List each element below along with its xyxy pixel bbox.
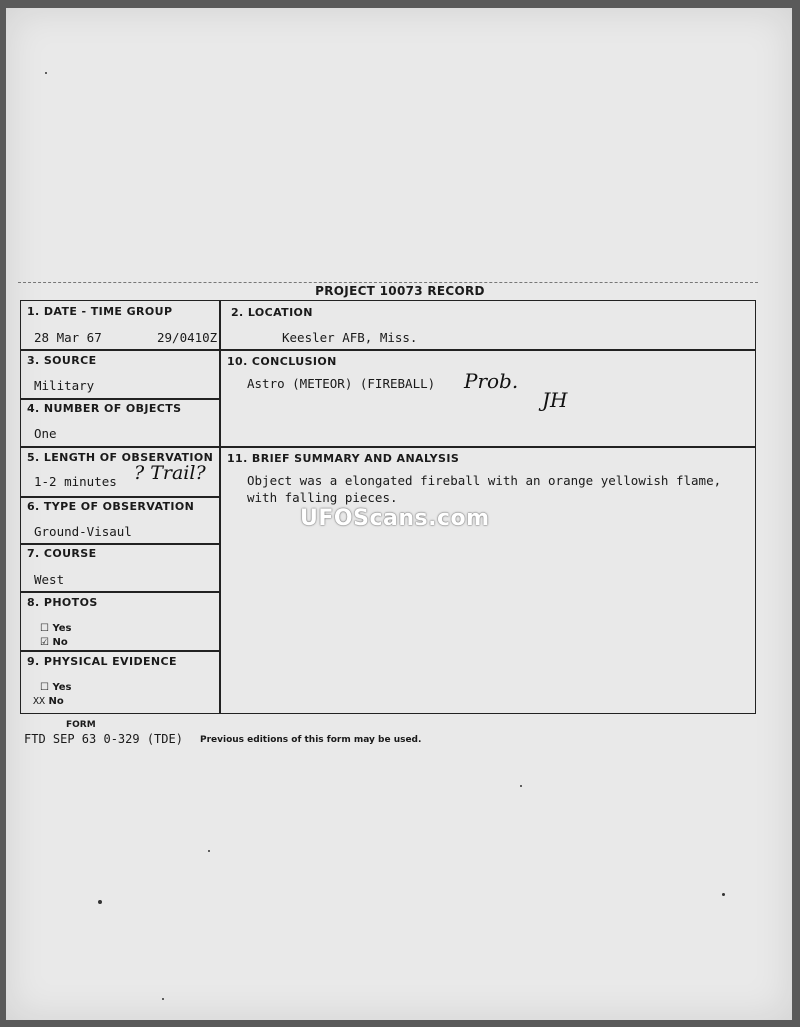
type-label: 6. TYPE OF OBSERVATION (27, 500, 195, 513)
footer-form-id: FTD SEP 63 0-329 (TDE) (24, 732, 183, 746)
course-value: West (34, 572, 65, 587)
form-top-rule (18, 282, 758, 283)
time-value: 29/0410Z (157, 330, 218, 345)
course-label: 7. COURSE (27, 547, 97, 560)
physical-no-text: No (48, 696, 64, 707)
column-divider (219, 300, 221, 714)
summary-label: 11. BRIEF SUMMARY AND ANALYSIS (227, 452, 460, 465)
type-value: Ground-Visaul (34, 524, 132, 539)
scan-speck (520, 785, 522, 787)
row-divider (20, 543, 220, 545)
scan-speck (98, 900, 102, 904)
source-label: 3. SOURCE (27, 354, 97, 367)
form-title: PROJECT 10073 RECORD (315, 284, 485, 298)
length-value: 1-2 minutes (34, 474, 117, 489)
summary-line-2: with falling pieces. (247, 490, 398, 505)
physical-evidence-label: 9. PHYSICAL EVIDENCE (27, 655, 177, 668)
summary-line-1: Object was a elongated fireball with an orange yellowish flame, (247, 473, 722, 488)
photos-no-option: ☑ No (40, 637, 68, 648)
date-time-label: 1. DATE - TIME GROUP (27, 305, 173, 318)
length-label: 5. LENGTH OF OBSERVATION (27, 451, 214, 464)
footer-form-word: FORM (66, 720, 96, 730)
row-divider (20, 398, 220, 400)
scan-speck (162, 998, 164, 1000)
physical-no-mark: XX (33, 696, 46, 707)
row-divider (20, 591, 220, 593)
scan-speck (208, 850, 210, 852)
photos-label: 8. PHOTOS (27, 596, 98, 609)
row-divider (20, 496, 220, 498)
conclusion-label: 10. CONCLUSION (227, 355, 337, 368)
handwritten-trail: ? Trail? (134, 462, 206, 484)
footer-note: Previous editions of this form may be used. (200, 735, 422, 745)
number-of-objects-label: 4. NUMBER OF OBJECTS (27, 402, 182, 415)
row-divider (20, 650, 220, 652)
scan-speck (722, 893, 725, 896)
row-divider (20, 446, 756, 448)
location-value: Keesler AFB, Miss. (282, 330, 418, 345)
conclusion-value: Astro (METEOR) (FIREBALL) (247, 376, 436, 391)
physical-no-option (33, 696, 64, 707)
handwritten-initials: JH (542, 388, 568, 412)
photos-yes-option: ☐ Yes (40, 623, 72, 634)
scan-speck (45, 72, 47, 74)
watermark: UFOScans.com (300, 506, 490, 531)
date-value: 28 Mar 67 (34, 330, 102, 345)
handwritten-prob: Prob. (464, 369, 519, 393)
physical-yes-option: ☐ Yes (40, 682, 72, 693)
row-divider (20, 349, 756, 351)
number-of-objects-value: One (34, 426, 57, 441)
location-label: 2. LOCATION (231, 306, 313, 319)
source-value: Military (34, 378, 95, 393)
